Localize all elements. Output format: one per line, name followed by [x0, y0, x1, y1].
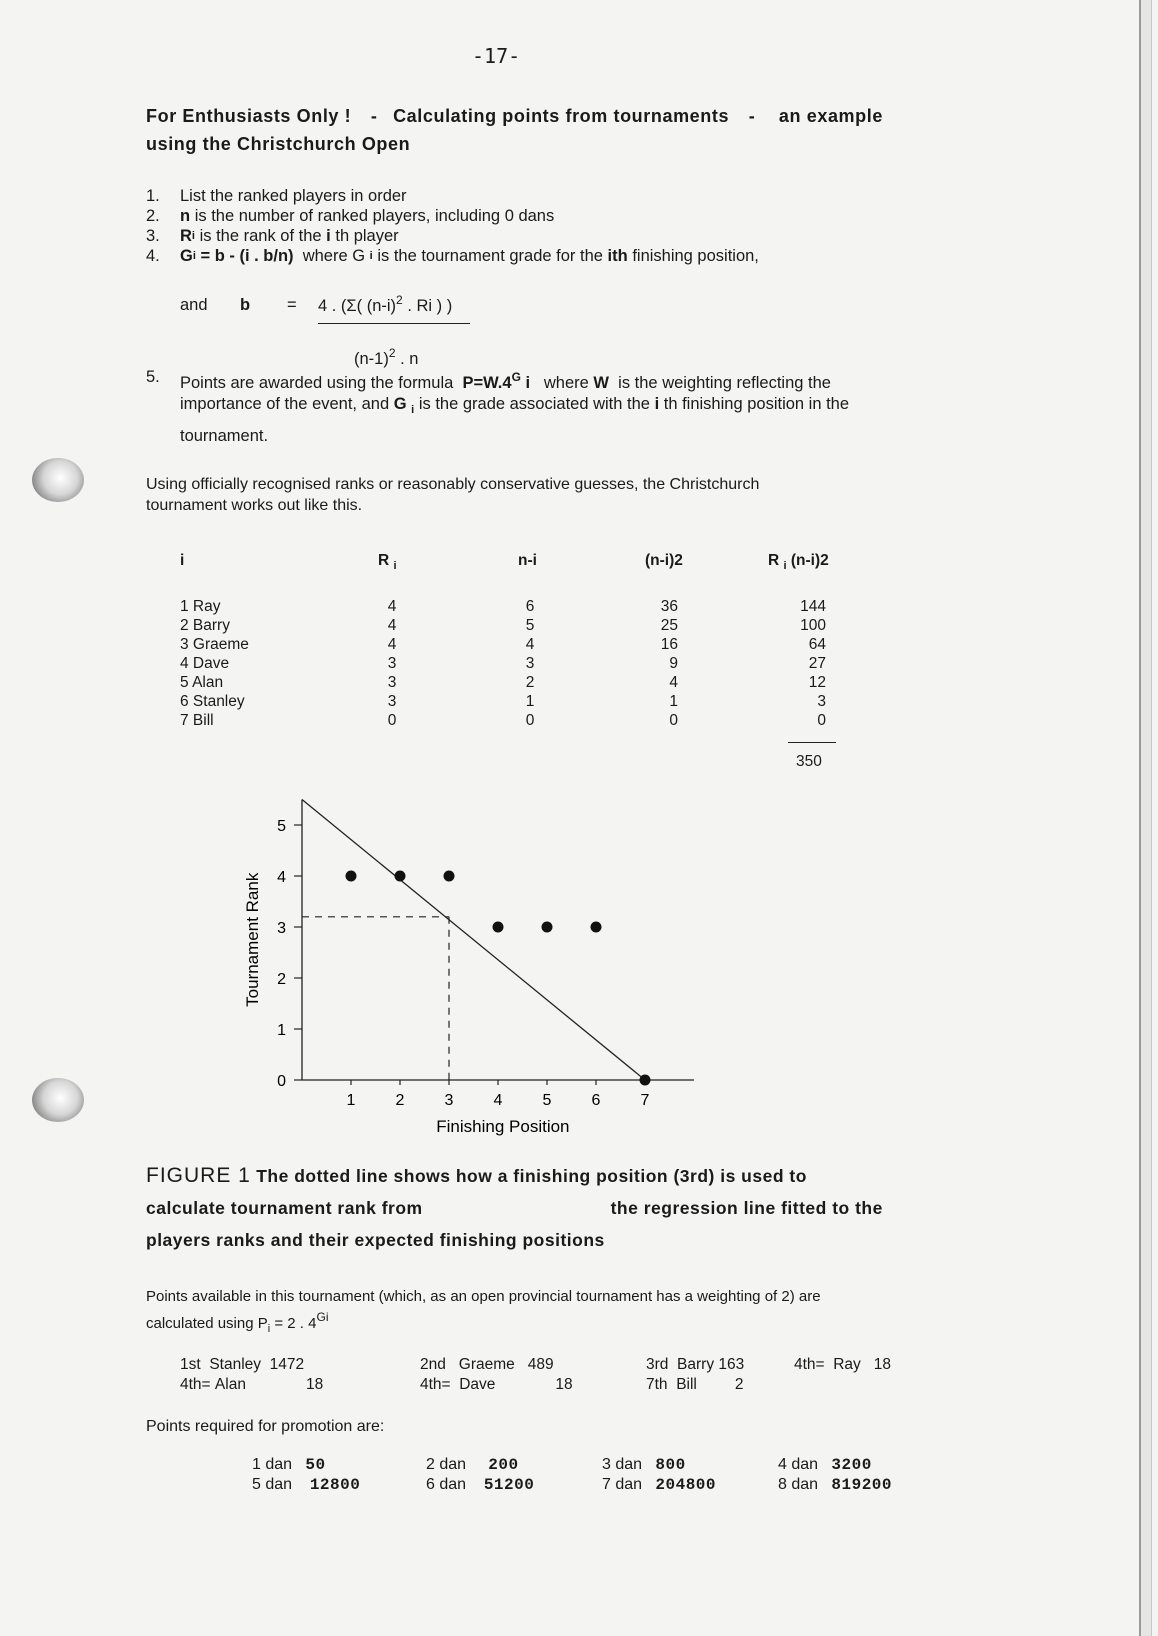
table-cell: 0: [525, 712, 535, 729]
promotion-label: Points required for promotion are:: [146, 1418, 385, 1435]
table-cell: 5: [525, 617, 535, 634]
promotion-item: 2 dan 200: [426, 1456, 519, 1474]
intro-paragraph: Using officially recognised ranks or reasonably conservative guesses, the Christchurch tournament works out like this.: [146, 476, 760, 514]
promotion-item: 4 dan 3200: [778, 1456, 872, 1474]
data-point: [444, 871, 455, 882]
table-cell: 16: [660, 636, 678, 653]
x-tick-label: 3: [444, 1092, 454, 1109]
page-number: -17-: [472, 44, 521, 68]
y-tick-label: 3: [277, 920, 286, 937]
col-header-ni2: (n-i)2: [645, 552, 683, 569]
table-cell: 27: [808, 655, 826, 672]
table-cell: 3 Graeme: [180, 636, 249, 653]
col-header-rni2: R $_i$ (n-i)2: [768, 552, 829, 572]
table-cell: 6 Stanley: [180, 693, 245, 710]
data-point: [493, 922, 504, 933]
table-cell: 4: [525, 636, 535, 653]
heading-sep: -: [748, 106, 756, 126]
list-item: 2. n is the number of ranked players, including 0 dans: [146, 207, 555, 225]
figure-label: FIGURE 1: [146, 1164, 251, 1187]
data-point: [640, 1075, 651, 1086]
x-tick-label: 1: [346, 1092, 356, 1109]
heading-sep: -: [370, 106, 378, 126]
punch-hole: [32, 458, 84, 502]
table-cell: 5 Alan: [180, 674, 224, 691]
result-item: 1st Stanley 1472: [180, 1356, 305, 1373]
figure-caption: FIGURE 1 The dotted line shows how a finishing position (3rd) is used to calculate tournament rank from the regression line fitted to the players ranks and their expected finishing positions: [146, 1164, 883, 1250]
heading-part2: Calculating points from tournaments: [393, 106, 730, 126]
step-5: 5. Points are awarded using the formula $P=W.4^G$ i where W is the weighting reflecting the importance of the event, and G $_i$ is the grade associated with the i th finishing position in the tournament.: [146, 368, 850, 445]
x-tick-label: 5: [542, 1092, 552, 1109]
table-cell: 25: [660, 617, 678, 634]
table-cell: 6: [525, 598, 535, 615]
col-header-i: i: [180, 552, 185, 569]
formula-and: and: [180, 296, 208, 314]
table-cell: 9: [669, 655, 678, 672]
promotion-item: 6 dan 51200: [426, 1476, 535, 1494]
heading-line2: using the Christchurch Open: [146, 134, 411, 154]
regression-line: [302, 800, 645, 1081]
data-point: [591, 922, 602, 933]
page-edge: [1139, 0, 1152, 1636]
table-cell: 2 Barry: [180, 617, 230, 634]
table-cell: 1 Ray: [180, 598, 221, 615]
table-cell: 3: [817, 693, 826, 710]
heading-part1: For Enthusiasts Only !: [146, 106, 352, 126]
promotion-item: 5 dan 12800: [252, 1476, 361, 1494]
table-cell: 4: [387, 617, 397, 634]
table-cell: 0: [817, 712, 826, 729]
ni-column: [520, 597, 540, 730]
y-tick-label: 1: [277, 1022, 286, 1039]
promotion-item: 7 dan 204800: [602, 1476, 716, 1494]
table-cell: 64: [808, 636, 826, 653]
table-cell: 2: [525, 674, 535, 691]
table-cell: 3: [525, 655, 535, 672]
punch-hole: [32, 1078, 84, 1122]
table-cell: 3: [387, 655, 397, 672]
y-tick-label: 0: [277, 1073, 286, 1090]
table-cell: 1: [669, 693, 678, 710]
x-tick-label: 2: [395, 1092, 405, 1109]
table-cell: 3: [387, 674, 397, 691]
table-cell: 144: [800, 598, 826, 615]
list-item: 1. List the ranked players in order: [146, 187, 407, 205]
player-column: [180, 597, 300, 730]
formula-b: b: [240, 296, 251, 314]
table-cell: 100: [800, 617, 826, 634]
promotion-item: 8 dan 819200: [778, 1476, 892, 1494]
heading: [146, 102, 883, 158]
fraction-bar: [318, 323, 470, 324]
rank-column: [382, 597, 402, 730]
rni2-column: [790, 597, 826, 730]
list-item: 4. G i = b - (i . b/n) where G i is the tournament grade for the ith finishing position,: [146, 247, 759, 265]
table-cell: 0: [387, 712, 397, 729]
x-tick-label: 6: [591, 1092, 601, 1109]
points-paragraph: Points available in this tournament (which, as an open provincial tournament has a weighting of 2) are calculated using $P_i = 2$ . $4^{Gi}$: [146, 1288, 821, 1335]
promotion-item: 1 dan 50: [252, 1456, 326, 1474]
list-item: 3. R i is the rank of the i th player: [146, 227, 399, 245]
result-item: 4th= Dave 18: [420, 1376, 573, 1393]
total-rule: [788, 742, 836, 743]
data-point: [395, 871, 406, 882]
table-cell: 0: [669, 712, 678, 729]
table-cell: 7 Bill: [180, 712, 214, 729]
col-header-ni: n-i: [518, 552, 537, 569]
y-axis-label: Tournament Rank: [243, 872, 262, 1007]
table-cell: 12: [808, 674, 826, 691]
promotion-item: 3 dan 800: [602, 1456, 686, 1474]
scatter-chart: [230, 790, 760, 1145]
formula-eq: =: [287, 296, 297, 314]
y-tick-label: 4: [277, 869, 286, 886]
result-item: 7th Bill 2: [646, 1376, 744, 1393]
table-cell: 3: [387, 693, 397, 710]
steps-list: [146, 186, 759, 266]
result-item: 4th= Ray 18: [794, 1356, 891, 1373]
table-cell: 1: [525, 693, 535, 710]
table-cell: 36: [660, 598, 678, 615]
table-total: 350: [796, 753, 822, 770]
x-axis-label: Finishing Position: [436, 1117, 570, 1136]
result-item: 4th= Alan 18: [180, 1376, 324, 1393]
result-item: 3rd Barry 163: [646, 1356, 745, 1373]
x-tick-label: 4: [493, 1092, 503, 1109]
table-cell: 4: [669, 674, 678, 691]
table-cell: 4: [387, 636, 397, 653]
table-cell: 4 Dave: [180, 655, 230, 672]
formula-denominator: $(n-1)^2$ . n: [354, 346, 419, 368]
data-point: [542, 922, 553, 933]
heading-part3: an example: [778, 106, 883, 126]
data-point: [346, 871, 357, 882]
x-tick-label: 7: [640, 1092, 650, 1109]
y-tick-label: 2: [277, 971, 286, 988]
col-header-ri: R $_i$: [378, 552, 397, 572]
ni2-column: [642, 597, 678, 730]
y-tick-label: 5: [277, 818, 286, 835]
result-item: 2nd Graeme 489: [420, 1356, 554, 1373]
table-cell: 4: [387, 598, 397, 615]
formula-numerator: 4 . (Σ( $(n-i)^2$ . Ri ) ): [318, 293, 453, 315]
